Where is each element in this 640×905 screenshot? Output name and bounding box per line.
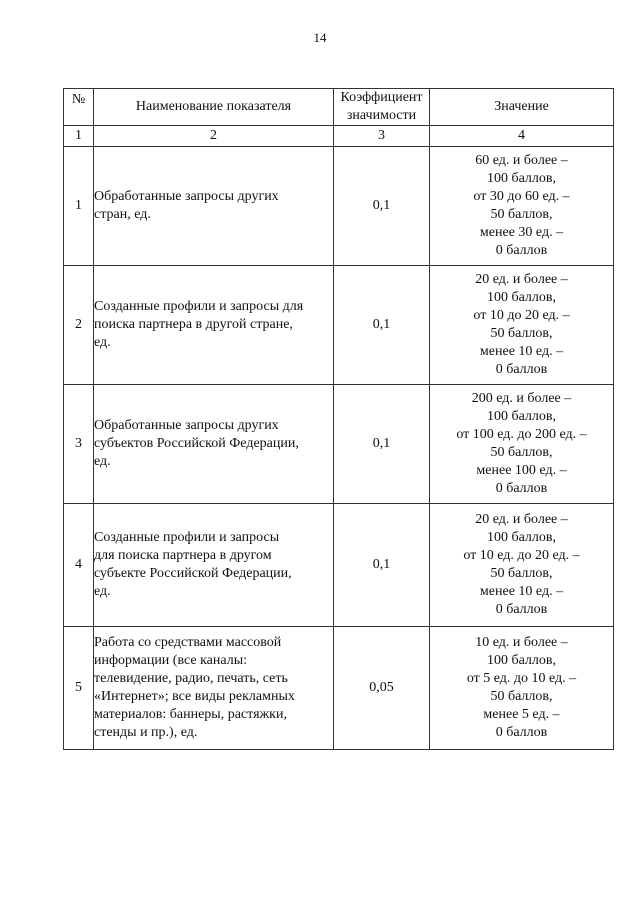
row-number: 5: [64, 627, 94, 750]
table-row: [64, 627, 614, 750]
indicator-name-line: для поиска партнера в другом: [94, 548, 272, 563]
indicator-name-line: ед.: [94, 454, 111, 469]
indicator-name-line: субъектов Российской Федерации,: [94, 436, 299, 451]
indicator-name-line: субъекте Российской Федерации,: [94, 566, 292, 581]
score-line: 100 баллов,: [486, 171, 557, 186]
header-name: Наименование показателя: [94, 89, 334, 126]
indicator-name: [94, 266, 334, 385]
score-line: 200 ед. и более –: [471, 391, 572, 406]
header-coefficient-line: Коэффициент: [340, 90, 423, 105]
score-value: [430, 266, 614, 385]
score-line: от 100 ед. до 200 ед. –: [456, 427, 587, 442]
score-line: 0 баллов: [495, 243, 548, 258]
column-index: 4: [430, 126, 614, 147]
coefficient-value: 0,1: [334, 147, 430, 266]
coefficient-value: 0,1: [334, 504, 430, 627]
column-index-row: [64, 126, 614, 147]
indicator-name: [94, 147, 334, 266]
score-line: менее 10 ед. –: [479, 584, 564, 599]
indicator-name-line: стран, ед.: [94, 207, 151, 222]
column-index: 3: [334, 126, 430, 147]
score-line: 100 баллов,: [486, 653, 557, 668]
score-line: 0 баллов: [495, 481, 548, 496]
coefficient-value: 0,1: [334, 266, 430, 385]
table-row: [64, 385, 614, 504]
indicator-name-line: стенды и пр.), ед.: [94, 725, 198, 740]
score-value: [430, 385, 614, 504]
score-line: 10 ед. и более –: [475, 635, 568, 650]
score-line: 50 баллов,: [490, 207, 553, 222]
score-value: [430, 504, 614, 627]
score-line: 0 баллов: [495, 602, 548, 617]
score-line: 100 баллов,: [486, 530, 557, 545]
table-row: [64, 147, 614, 266]
score-line: менее 30 ед. –: [479, 225, 564, 240]
header-coefficient-line: значимости: [346, 108, 417, 123]
score-line: 100 баллов,: [486, 409, 557, 424]
score-line: 50 баллов,: [490, 326, 553, 341]
table-header-row: [64, 89, 614, 126]
score-line: 100 баллов,: [486, 290, 557, 305]
indicator-name-line: поиска партнера в другой стране,: [94, 317, 293, 332]
indicator-name: [94, 385, 334, 504]
score-line: 0 баллов: [495, 362, 548, 377]
score-line: от 10 ед. до 20 ед. –: [463, 548, 580, 563]
indicator-name-line: Обработанные запросы других: [94, 418, 279, 433]
score-line: от 5 ед. до 10 ед. –: [466, 671, 577, 686]
indicators-table: [63, 88, 614, 750]
score-line: 50 баллов,: [490, 566, 553, 581]
score-line: менее 10 ед. –: [479, 344, 564, 359]
score-line: от 10 до 20 ед. –: [473, 308, 570, 323]
header-number: №: [64, 89, 94, 126]
score-line: 60 ед. и более –: [475, 153, 568, 168]
indicator-name: [94, 627, 334, 750]
row-number: 2: [64, 266, 94, 385]
page-number: 14: [313, 30, 327, 45]
indicator-name-line: ед.: [94, 335, 111, 350]
score-line: менее 5 ед. –: [483, 707, 560, 722]
indicator-name-line: ед.: [94, 584, 111, 599]
coefficient-value: 0,05: [334, 627, 430, 750]
table-row: [64, 266, 614, 385]
score-line: 0 баллов: [495, 725, 548, 740]
row-number: 3: [64, 385, 94, 504]
score-value: [430, 147, 614, 266]
indicator-name-line: Работа со средствами массовой: [94, 635, 282, 650]
indicator-name: [94, 504, 334, 627]
indicator-name-line: «Интернет»; все виды рекламных: [94, 689, 295, 704]
indicator-name-line: материалов: баннеры, растяжки,: [94, 707, 287, 722]
indicator-name-line: Созданные профили и запросы для: [94, 299, 304, 314]
score-line: 20 ед. и более –: [475, 512, 568, 527]
header-value: Значение: [430, 89, 614, 126]
row-number: 1: [64, 147, 94, 266]
score-line: 50 баллов,: [490, 689, 553, 704]
row-number: 4: [64, 504, 94, 627]
score-line: 50 баллов,: [490, 445, 553, 460]
indicator-name-line: телевидение, радио, печать, сеть: [94, 671, 288, 686]
score-line: менее 100 ед. –: [476, 463, 567, 478]
score-value: [430, 627, 614, 750]
column-index: 2: [94, 126, 334, 147]
indicator-name-line: информации (все каналы:: [94, 653, 248, 668]
header-coefficient: [334, 89, 430, 126]
indicator-name-line: Созданные профили и запросы: [94, 530, 280, 545]
score-line: от 30 до 60 ед. –: [473, 189, 570, 204]
coefficient-value: 0,1: [334, 385, 430, 504]
indicator-name-line: Обработанные запросы других: [94, 189, 279, 204]
score-line: 20 ед. и более –: [475, 272, 568, 287]
table-row: [64, 504, 614, 627]
column-index: 1: [64, 126, 94, 147]
